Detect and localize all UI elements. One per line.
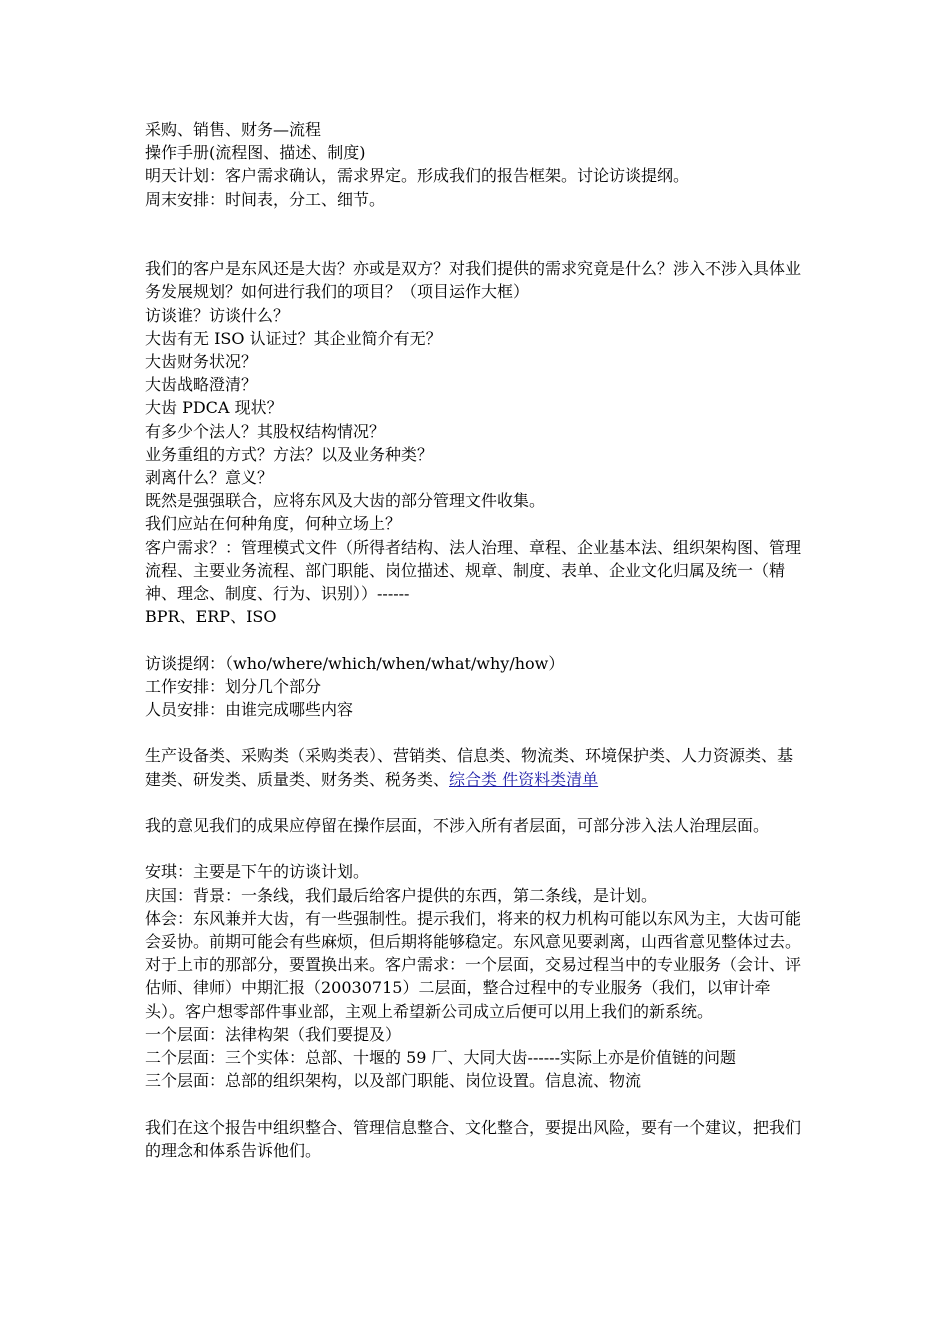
document-body [145,118,805,1162]
text-line: 采购、销售、财务—流程 [145,120,322,139]
text-line: 安琪：主要是下午的访谈计划。 [145,862,370,882]
text-line: 大齿战略澄清？ [145,375,258,395]
spacer [145,1092,805,1115]
text-line: 我们的客户是东风还是大齿？亦或是双方？对我们提供的需求究竟是什么？涉入不涉入具体业务发展规划？如何进行我们的项目？（项目运作大框） [145,259,802,302]
categories-paragraph [145,744,805,790]
text-line: 三个层面：总部的组织架构，以及部门职能、岗位设置。信息流、物流 [145,1071,642,1091]
text-line: 大齿财务状况？ [145,352,258,372]
text-line: 访谈谁？访谈什么？ [145,305,290,325]
text-line: 我们应站在何种角度，何种立场上？ [145,514,402,534]
text-line: 庆国：背景：一条线，我们最后给客户提供的东西，第二条线，是计划。 [145,885,658,905]
spacer [145,837,805,860]
spacer [145,211,805,257]
text-line: 客户需求？：管理模式文件（所得者结构、法人治理、章程、企业基本法、组织架构图、管理流程、主要业务流程、部门职能、岗位描述、规章、制度、表单、企业文化归属及统一（精神、理念、制度、行为、识别））------ [145,537,802,604]
opinion-paragraph: 我的意见我们的成果应停留在操作层面，不涉入所有者层面，可部分涉入法人治理层面。 [145,816,770,836]
text-line: BPR、ERP、ISO [145,607,277,627]
text-line: 有多少个法人？其股权结构情况？ [145,421,386,441]
text-line: 体会：东风兼并大齿，有一些强制性。提示我们，将来的权力机构可能以东风为主，大齿可能会妥协。前期可能会有些麻烦，但后期将能够稳定。东风意见要剥离，山西省意见整体过去。对于上市的那部分，要置换出来。客户需求：一个层面，交易过程当中的专业服务（会计、评估师、律师）中期汇报（20030715）二层面，整合过程中的专业服务（我们，以审计牵头）。客户想零部件事业部，主观上希望新公司成立后便可以用上我们的新系统。 [145,908,802,1021]
text-line: 操作手册(流程图、描述、制度) [145,143,366,163]
text-line: 二个层面：三个实体：总部、十堰的 59 厂、大同大齿------实际上亦是价值链的问题 [145,1048,736,1068]
text-line: 明天计划：客户需求确认，需求界定。形成我们的报告框架。讨论访谈提纲。 [145,166,690,186]
text-line: 周末安排：时间表，分工、细节。 [145,189,386,209]
text-line: 工作安排：划分几个部分 [145,676,322,696]
text-line: 访谈提纲：（who/where/which/when/what/why/how） [145,653,565,673]
text-line: 业务重组的方式？方法？以及业务种类？ [145,444,434,464]
document-list-link[interactable]: 综合类 件资料类清单 [449,769,599,789]
spacer [145,628,805,651]
conclusion-paragraph: 我们在这个报告中组织整合、管理信息整合、文化整合，要提出风险，要有一个建议，把我们的理念和体系告诉他们。 [145,1117,802,1160]
text-line: 既然是强强联合，应将东风及大齿的部分管理文件收集。 [145,491,546,511]
text-line: 大齿有无 ISO 认证过？其企业简介有无？ [145,328,442,348]
categories-text: 生产设备类、采购类（采购类表）、营销类、信息类、物流类、环境保护类、人力资源类、基建类、研发类、质量类、财务类、税务类、 [145,746,794,789]
text-line: 剥离什么？意义？ [145,468,274,488]
spacer [145,721,805,744]
text-line: 人员安排：由谁完成哪些内容 [145,700,354,720]
text-line: 大齿 PDCA 现状？ [145,398,283,418]
spacer [145,791,805,814]
text-line: 一个层面：法律构架（我们要提及） [145,1024,402,1044]
